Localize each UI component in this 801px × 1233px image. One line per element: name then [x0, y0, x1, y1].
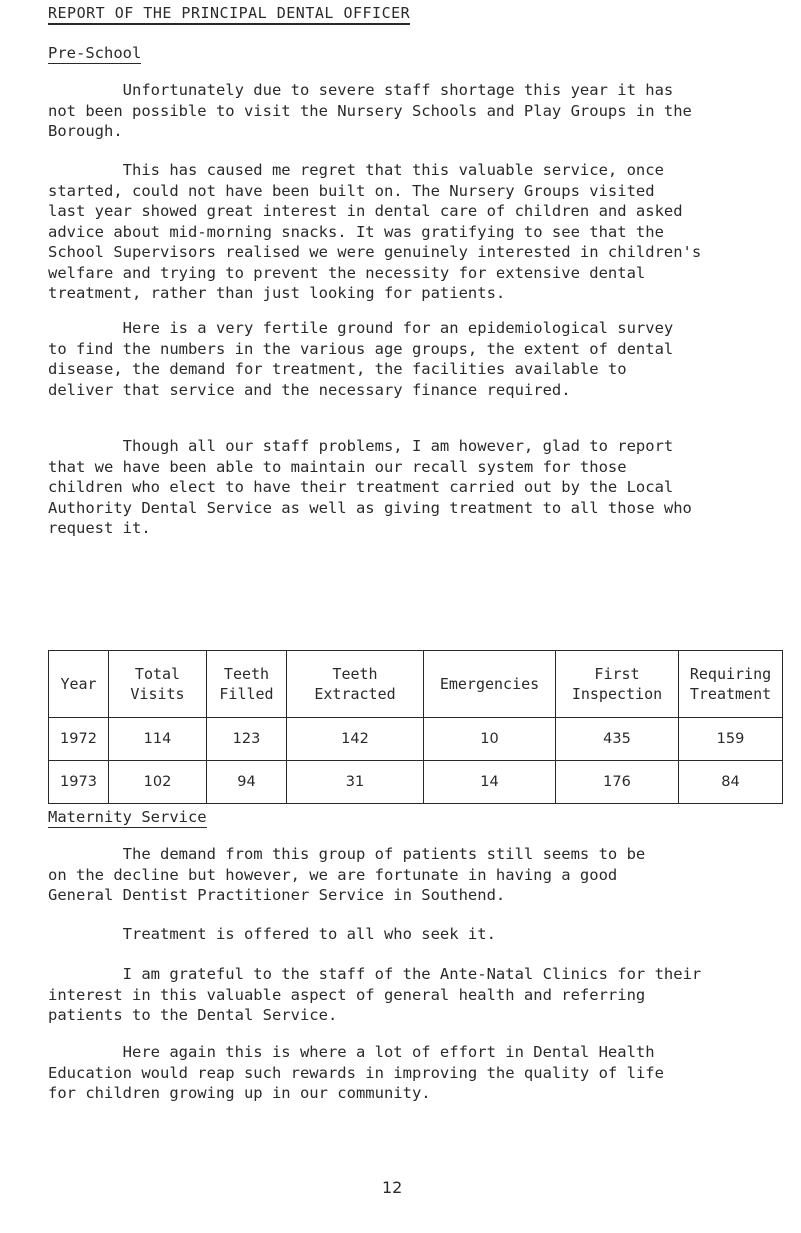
maternity-paragraph-3: I am grateful to the staff of the Ante-Natal Clinics for their interest in this valuable aspect of general health and referring patients to the Dental Service.	[48, 965, 702, 1024]
cell-year: 1972	[49, 718, 109, 761]
preschool-paragraph-3: Here is a very fertile ground for an epidemiological survey to find the numbers in the various age groups, the extent of dental disease, the demand for treatment, the facilities available to deliver that service and the necessary finance required.	[48, 319, 674, 399]
cell-teeth-filled: 123	[207, 718, 287, 761]
cell-emergencies: 10	[424, 718, 556, 761]
report-header: REPORT OF THE PRINCIPAL DENTAL OFFICER	[48, 4, 410, 25]
header-first-inspection: First Inspection	[556, 651, 679, 718]
header-requiring-treatment: Requiring Treatment	[679, 651, 783, 718]
maternity-paragraph-4: Here again this is where a lot of effort in Dental Health Education would reap such rewards in improving the quality of life for children growing up in our community.	[48, 1043, 664, 1102]
cell-first-inspection: 435	[556, 718, 679, 761]
table-row	[49, 718, 783, 761]
cell-teeth-extracted: 142	[287, 718, 424, 761]
header-year: Year	[49, 651, 109, 718]
cell-requiring-treatment: 159	[679, 718, 783, 761]
cell-requiring-treatment: 84	[679, 761, 783, 804]
cell-emergencies: 14	[424, 761, 556, 804]
preschool-paragraph-4: Though all our staff problems, I am however, glad to report that we have been able to maintain our recall system for those children who elect to have their treatment carried out by the Local Authority Dental Service as well as giving treatment to all those who request it.	[48, 437, 692, 537]
maternity-heading: Maternity Service	[48, 808, 207, 826]
maternity-paragraph-1: The demand from this group of patients still seems to be on the decline but however, we are fortunate in having a good General Dentist Practitioner Service in Southend.	[48, 845, 646, 904]
preschool-heading: Pre-School	[48, 44, 142, 62]
cell-total-visits: 114	[109, 718, 207, 761]
cell-teeth-filled: 94	[207, 761, 287, 804]
page-number: 12	[382, 1178, 403, 1197]
cell-teeth-extracted: 31	[287, 761, 424, 804]
maternity-paragraph-2: Treatment is offered to all who seek it.	[48, 925, 496, 943]
header-teeth-filled: Teeth Filled	[207, 651, 287, 718]
cell-year: 1973	[49, 761, 109, 804]
header-teeth-extracted: Teeth Extracted	[287, 651, 424, 718]
header-emergencies: Emergencies	[424, 651, 556, 718]
preschool-paragraph-2: This has caused me regret that this valuable service, once started, could not have been built on. The Nursery Groups visited last year showed great interest in dental care of children and asked advice about mid-morning snacks. It was gratifying to see that the School Supervisors realised we were genuinely interested in children's welfare and trying to prevent the necessity for extensive dental treatment, rather than just looking for patients.	[48, 161, 702, 302]
header-total-visits: Total Visits	[109, 651, 207, 718]
cell-total-visits: 102	[109, 761, 207, 804]
cell-first-inspection: 176	[556, 761, 679, 804]
dental-statistics-table	[48, 650, 783, 804]
preschool-paragraph-1: Unfortunately due to severe staff shortage this year it has not been possible to visit the Nursery Schools and Play Groups in the Borough.	[48, 81, 692, 140]
table-header-row	[49, 651, 783, 718]
table-row	[49, 761, 783, 804]
